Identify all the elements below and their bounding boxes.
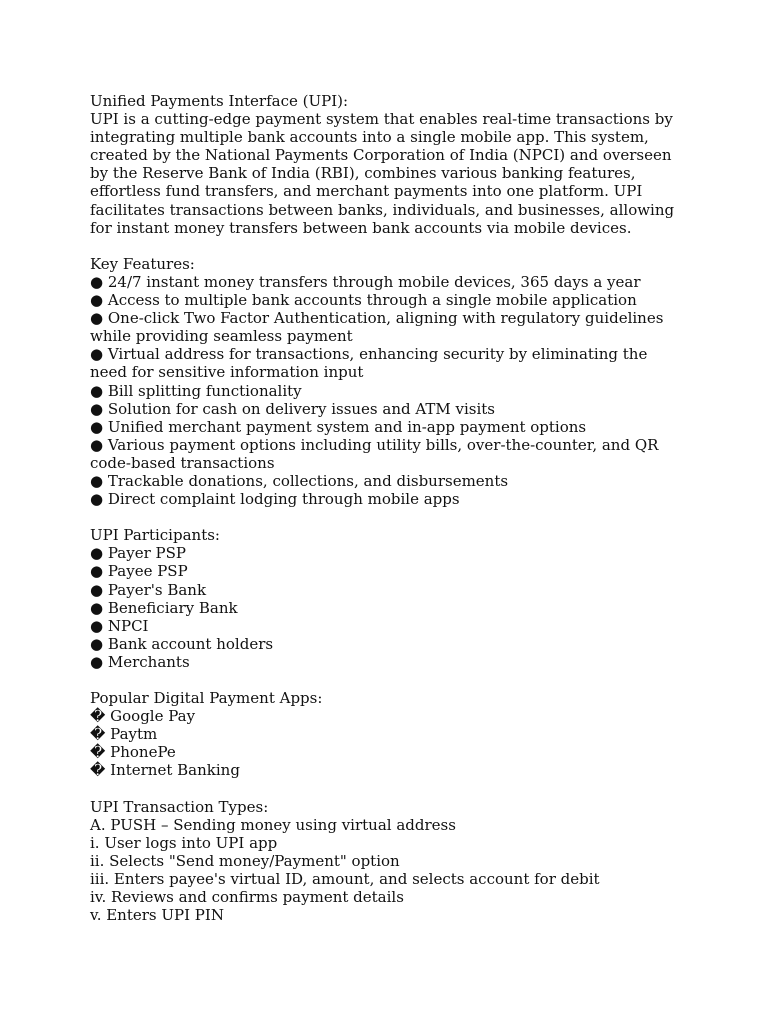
intro-line: by the Reserve Bank of India (RBI), combines various banking features, — [90, 164, 636, 183]
spacer — [90, 780, 690, 798]
transaction-step: v. Enters UPI PIN — [90, 906, 224, 925]
intro-line: integrating multiple bank accounts into a single mobile app. This system, — [90, 128, 649, 147]
participants-heading: UPI Participants: — [90, 526, 220, 545]
apps-heading: Popular Digital Payment Apps: — [90, 689, 323, 708]
feature-line: ● Access to multiple bank accounts through a single mobile application — [90, 291, 637, 310]
spacer — [90, 508, 690, 526]
app-item: � Internet Banking — [90, 761, 240, 780]
intro-line: UPI is a cutting-edge payment system that enables real-time transactions by — [90, 110, 673, 129]
feature-line: ● Trackable donations, collections, and disbursements — [90, 471, 509, 490]
spacer — [90, 237, 690, 255]
participant-item: ● Payer PSP — [90, 544, 186, 563]
transaction-step: ii. Selects "Send money/Payment" option — [90, 851, 400, 870]
transaction-step: A. PUSH – Sending money using virtual address — [90, 815, 456, 834]
feature-line: while providing seamless payment — [90, 327, 353, 346]
transaction-step: iii. Enters payee's virtual ID, amount, and selects account for debit — [90, 870, 600, 889]
feature-line: ● Solution for cash on delivery issues and ATM visits — [90, 399, 495, 418]
feature-line: ● Various payment options including utility bills, over-the-counter, and QR — [90, 435, 659, 454]
intro-line: for instant money transfers between bank accounts via mobile devices. — [90, 218, 632, 237]
transaction-types-section — [90, 798, 690, 925]
feature-line: code-based transactions — [90, 453, 275, 472]
feature-line: ● Bill splitting functionality — [90, 381, 302, 400]
transaction-step: i. User logs into UPI app — [90, 833, 278, 852]
participants-section — [90, 526, 690, 671]
app-item: � Paytm — [90, 725, 158, 744]
app-item: � PhonePe — [90, 743, 176, 762]
participant-item: ● NPCI — [90, 616, 149, 635]
feature-line: ● Virtual address for transactions, enhancing security by eliminating the — [90, 345, 648, 364]
features-heading: Key Features: — [90, 254, 195, 273]
features-section — [90, 255, 690, 508]
transaction-step: iv. Reviews and confirms payment details — [90, 888, 404, 907]
participant-item: ● Payer's Bank — [90, 580, 207, 599]
document-page — [90, 92, 690, 924]
intro-line: created by the National Payments Corporation of India (NPCI) and overseen — [90, 146, 672, 165]
intro-line: facilitates transactions between banks, individuals, and businesses, allowing — [90, 200, 675, 219]
intro-heading: Unified Payments Interface (UPI): — [90, 92, 349, 110]
participant-item: ● Beneficiary Bank — [90, 598, 238, 617]
feature-line: ● One-click Two Factor Authentication, aligning with regulatory guidelines — [90, 309, 664, 328]
feature-line: ● Unified merchant payment system and in-app payment options — [90, 417, 587, 436]
participant-item: ● Payee PSP — [90, 562, 188, 581]
feature-line: ● Direct complaint lodging through mobile apps — [90, 490, 460, 509]
spacer — [90, 671, 690, 689]
participant-item: ● Merchants — [90, 652, 190, 671]
participant-item: ● Bank account holders — [90, 634, 274, 653]
feature-line: need for sensitive information input — [90, 363, 364, 382]
feature-line: ● 24/7 instant money transfers through mobile devices, 365 days a year — [90, 272, 641, 291]
app-item: � Google Pay — [90, 707, 196, 726]
apps-section — [90, 689, 690, 779]
intro-section — [90, 92, 690, 237]
transaction-types-heading: UPI Transaction Types: — [90, 797, 269, 816]
intro-line: effortless fund transfers, and merchant payments into one platform. UPI — [90, 182, 643, 201]
